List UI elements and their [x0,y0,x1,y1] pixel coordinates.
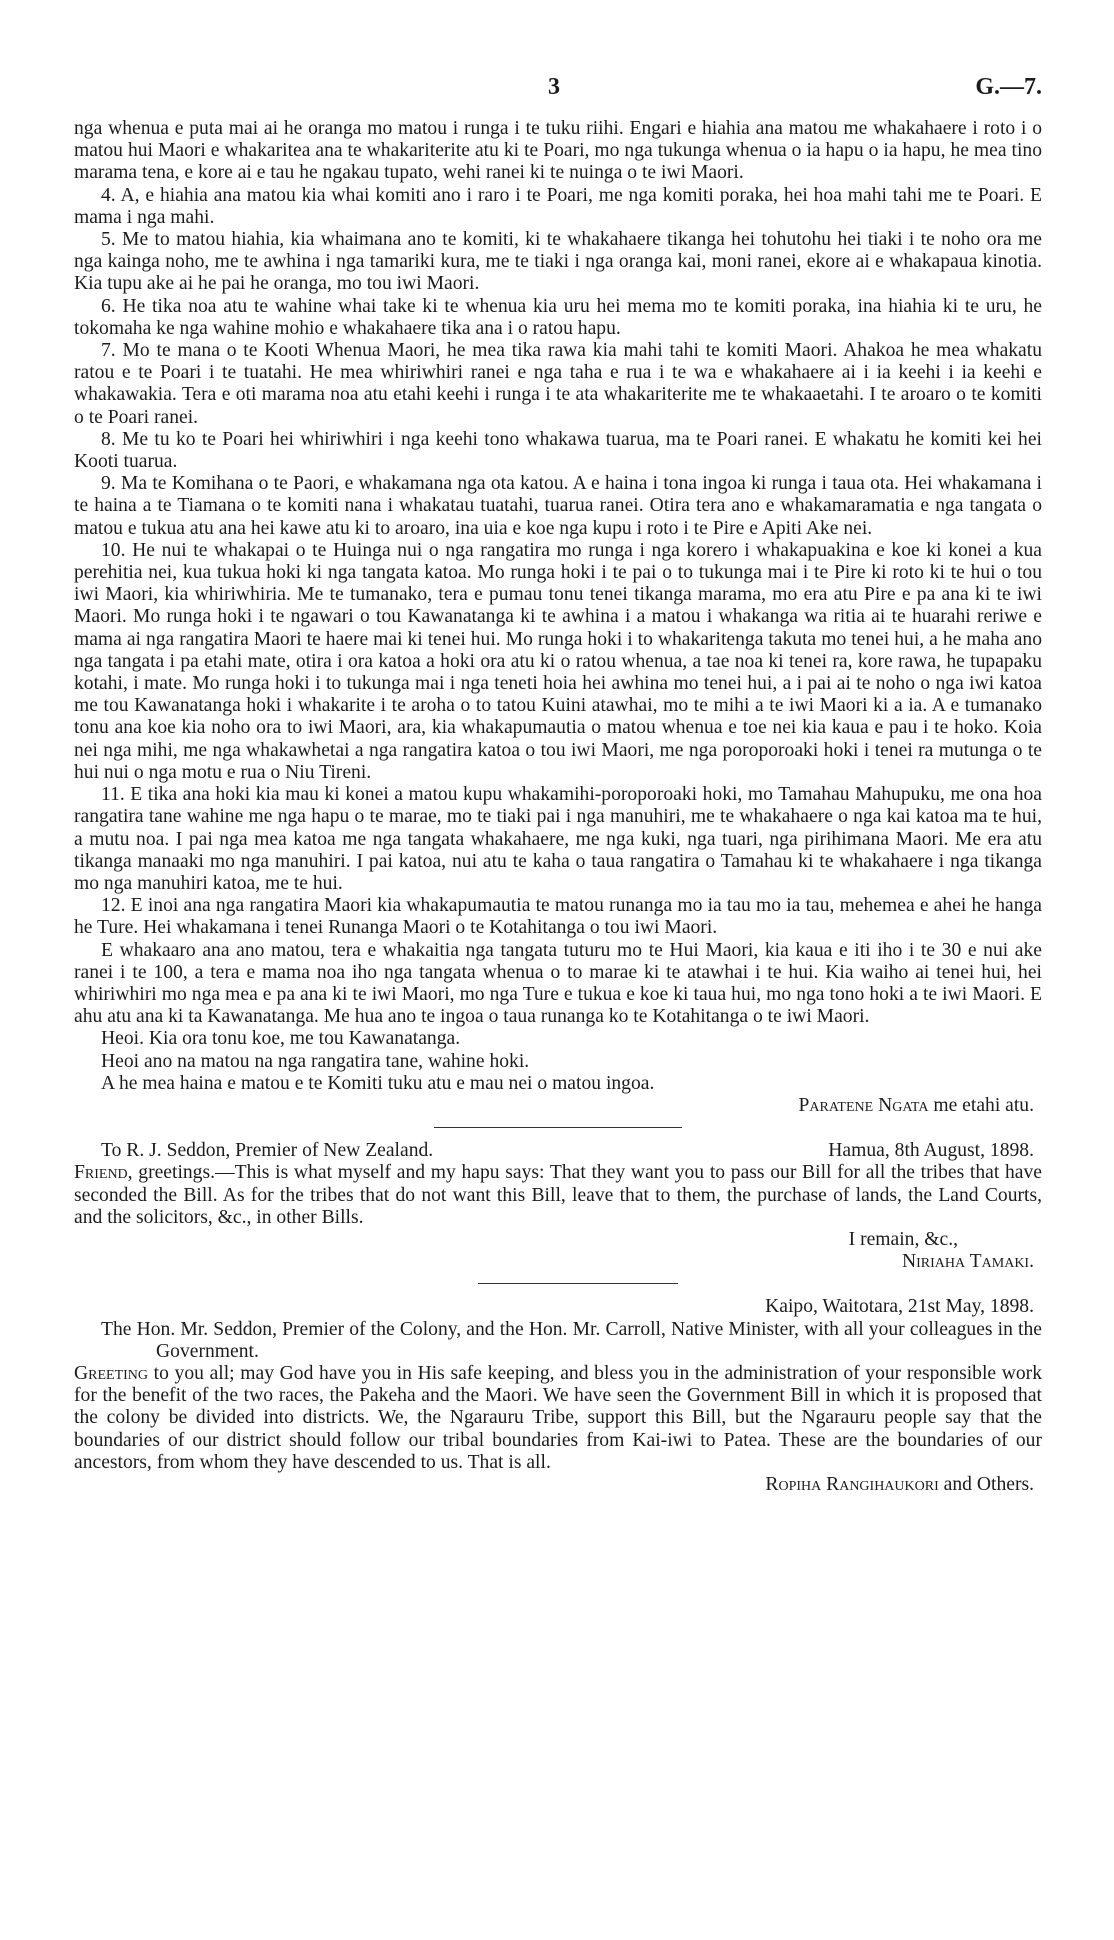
paragraph-11: 11. E tika ana hoki kia mau ki konei a matou kupu whakamihi-poroporoaki hoki, mo Tamahau Mahupuku, me ona hoa rangatira tane wahine me nga hapu o te marae, mo te tiaki pai i nga manuhiri, me te whakahaere o nga kai katoa ma te hui, a mutu noa. I pai nga mea katoa me nga tangata whakahaere, me nga kuki, nga tuari, nga pirihimana Maori. Me era atu tikanga manaaki mo nga manuhiri. I pai katoa, nui atu te kaha o taua rangatira o Tamahau ki te whakahaere i nga tikanga mo nga manuhiri katoa, me te hui. [74,784,1042,894]
signature-suffix: me etahi atu. [928,1094,1034,1116]
letter2-body [74,1363,1042,1474]
document-reference: G.—7. [975,74,1042,100]
letter-heading [74,1140,1042,1162]
paragraph-signing-note: A he mea haina e matou e te Komiti tuku atu e mau nei o matou ingoa. [101,1072,655,1094]
paragraph-continued: nga whenua e puta mai ai he oranga mo matou i runga i te tuku riihi. Engari e hiahia ana matou me whakahaere i roto i o matou hui Maori e whakaritea ana te whakariterite atu ki te Poari, mo nga tukunga whenua o ia hapu o ia hapu, he mea tino marama tena, e kore ai e tau he ngakau tupato, wehi ranei ki te nuinga o te iwi Maori. [74,118,1042,184]
paragraph-heoi: Heoi. Kia ora tonu koe, me tou Kawanatanga. [101,1028,461,1050]
paragraph-heoi-ano: Heoi ano na matou na nga rangatira tane, wahine hoki. [101,1050,530,1072]
letter-signature: Niriaha Tamaki. [902,1251,1034,1273]
paragraph-12: 12. E inoi ana nga rangatira Maori kia whakapumautia te matou runanga mo ia tau mo ia tau, mehemea e ahei he hanga he Ture. Hei whakamana i tenei Runanga Maori o te Kotahitanga o tou iwi Maori. [74,895,1042,939]
signature-block [74,1095,1042,1117]
letter-addressee: To R. J. Seddon, Premier of New Zealand. [101,1140,434,1162]
document-body [74,118,1042,1496]
letter2-addressee: The Hon. Mr. Seddon, Premier of the Colony, and the Hon. Mr. Carroll, Native Minister, with all your colleagues in the Government. [101,1318,1042,1362]
paragraph-5: 5. Me to matou hiahia, kia whaimana ano te komiti, ki te whakahaere tikanga hei tohutohu hei tiaki i te noho ora me nga kainga noho, me te awhina i nga tamariki kura, me te tiaki i nga oranga kai, moni ranei, ekore ai e whakapaua kinotia. Kia tupu ake ai he pai he oranga, mo tou iwi Maori. [74,229,1042,295]
letter-body-text: , greetings.—This is what myself and my hapu says: That they want you to pass our Bill for all the tribes that have seconded the Bill. As for the tribes that do not want this Bill, leave that to them, the purchase of lands, the Land Courts, and the solicitors, &c., in other Bills. [74,1162,1042,1228]
document-page [74,74,1042,1496]
letter2-place-date: Kaipo, Waitotara, 21st May, 1898. [765,1296,1034,1318]
letter-salutation: Friend [74,1162,128,1184]
paragraph-9: 9. Ma te Komihana o te Paori, e whakamana nga ota katou. A e haina i tona ingoa ki runga i taua ota. Hei whakamana i te haina a te Tiamana o te komiti nana i whakatau tuatahi, tuarua ranei. Otira tera ano e whakamaramatia e nga tangata o matou e tukua atu ana hei kawe atu ki to aroaro, ina uia e koe nga kupu i roto i te Pire e Apiti Ake nei. [74,473,1042,539]
letter-closing: I remain, &c., [848,1228,958,1250]
letter2-signature-suffix: and Others. [938,1473,1034,1495]
letter2-signature [74,1474,1042,1496]
page-header [74,74,1042,118]
paragraph-closing: E whakaaro ana ano matou, tera e whakaitia nga tangata tuturu mo te Hui Maori, kia kaua e iti iho i te 30 e nui ake ranei i te 100, a tera e mama noa iho nga tangata whenua o to marae ki te atawhai i te hui. Kia waiho ai tenei hui, hei whiriwhiri mo nga mea e pa ana ki te iwi Maori, mo nga Ture e tukua e koe ki taua hui, mo nga tono hoki a te iwi Maori. E ahu atu ana ki ta Kawanatanga. Me hua ano te ingoa o taua runanga ko te Kotahitanga o te iwi Maori. [74,939,1042,1028]
paragraph-8: 8. Me tu ko te Poari hei whiriwhiri i nga keehi tono whakawa tuarua, ma te Poari ranei. E whakatu he komiti kei hei Kooti tuarua. [74,428,1042,473]
letter2-body-text: to you all; may God have you in His safe keeping, and bless you in the administration of your responsible work for the benefit of the two races, the Pakeha and the Maori. We have seen the Government Bill in which it is proposed that the colony be divided into districts. We, the Ngarauru Tribe, support this Bill, but the Ngarauru people say that the boundaries of our district should follow our tribal boundaries from Kai-iwi to Patea. These are the boundaries of our ancestors, from whom they have descended to us. That is all. [74,1362,1042,1473]
page-number: 3 [548,74,560,100]
letter-body [74,1162,1042,1229]
letter2-signature-name: Ropiha Rangihaukori [765,1473,939,1495]
paragraph-7: 7. Mo te mana o te Kooti Whenua Maori, he mea tika rawa kia mahi tahi te komiti Maori. Ahakoa he mea whakatu ratou e te Poari i te tuatahi. He mea whiriwhiri ranei e nga taha e rua i te wa e whakahaere ai i ia keehi i ia keehi e whakawakia. Tera e oti marama noa atu etahi keehi i runga i te ata whakariterite me te whakaaetahi. I te aroaro o te komiti o te Poari ranei. [74,340,1042,428]
paragraph-6: 6. He tika noa atu te wahine whai take ki te whenua kia uru hei mema mo te komiti poraka, ina hiahia ki te uru, he tokomaha ke nga wahine mohio e whakahaere tika ana i o ratou hapu. [74,295,1042,339]
section-divider-short [478,1283,678,1284]
signature-name: Paratene Ngata [798,1094,929,1116]
section-divider [434,1127,682,1128]
letter2-salutation: Greeting [74,1362,149,1384]
paragraph-10: 10. He nui te whakapai o te Huinga nui o nga rangatira mo runga i nga korero i whakapuakina e koe ki konei a kua perehitia nei, kua tukua hoki ki nga tangata katoa. Mo runga hoki i te pai o to tukunga mai i te Pire ki roto ki te hui o tou iwi Maori, kia whiriwhiria. Me te tumanako, tera e pumau tonu tenei tikanga marama, mo era atu Pire e pa ana ki te iwi Maori. Mo runga hoki i te ngawari o tou Kawanatanga ki te awhina i a matou i whakanga wa ritia ai te huarahi reriwe e mama ai nga rangatira Maori te haere mai ki tenei hui. Mo runga hoki i to whakaritenga takuta mo tenei hui, a he maha ano nga tangata i pa etahi mate, otira i ora katoa a hoki ora atu ki o ratou whenua, a tae noa ki tenei ra, kore rawa, he tupapaku kotahi, i mate. Mo runga hoki i to tukunga mai i nga teneti hoia hei awhina mo tenei hui, a i pai ai te noho o nga iwi katoa me tou Kawanatanga hoki i whakarite i te aroha o to tatou Kuini atawhai, mo te mihi a te iwi Maori ki a ia. A e tumanako tonu ana koe kia noho ora to iwi Maori, ara, kia whakapumautia o matou whenua e toe nei kia kaua e pau i te hoko. Koia nei nga mihi, me nga whakawhetai a nga rangatira katoa o tou iwi Maori, me nga poroporoaki hoki i tenei ra mutunga o te hui nui o nga motu e rua o Niu Tireni. [74,539,1042,783]
paragraph-4: 4. A, e hiahia ana matou kia whai komiti ano i raro i te Poari, me nga komiti poraka, hei hoa mahi tahi me te Poari. E mama i nga mahi. [74,184,1042,228]
letter-place-date: Hamua, 8th August, 1898. [828,1140,1034,1162]
